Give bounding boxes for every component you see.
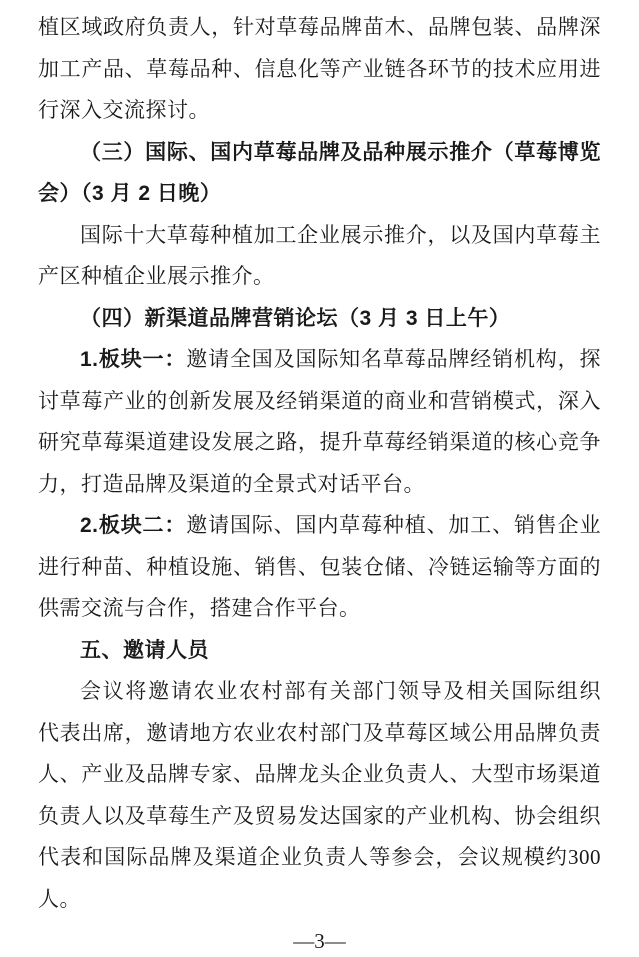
heading-line: 五、邀请人员: [80, 638, 209, 662]
heading-line: （三）国际、国内草莓品牌及品种展示推介（草莓博览: [80, 140, 601, 164]
text-line: 负责人以及草莓生产及贸易发达国家的产业机构、协会组织: [38, 803, 601, 828]
text-line: 进行种苗、种植设施、销售、包装仓储、冷链运输等方面的: [38, 554, 601, 579]
paragraph-tech-exchange: [38, 7, 601, 132]
text-line: 研究草莓渠道建设发展之路，提升草莓经销渠道的核心竞争: [38, 430, 601, 454]
text-line: 人。: [38, 886, 81, 911]
block-2-text: 邀请国际、国内草莓种植、加工、销售企业: [186, 513, 601, 537]
paragraph-invitees: [38, 671, 601, 920]
heading-line: 会）（3 月 2 日晚）: [38, 182, 222, 205]
text-line: [38, 339, 601, 381]
heading-line: （四）新渠道品牌营销论坛（3 月 3 日上午）: [80, 306, 511, 330]
block-1-text: 邀请全国及国际知名草莓品牌经销机构，探: [186, 347, 601, 371]
text-line: 力，打造品牌及渠道的全景式对话平台。: [38, 471, 425, 496]
text-line: 植区域政府负责人，针对草莓品牌苗木、品牌包装、品牌深: [38, 15, 601, 39]
text-line: [38, 505, 601, 547]
text-line: 讨草莓产业的创新发展及经销渠道的商业和营销模式，深入: [38, 388, 601, 413]
page-number: —3—: [293, 929, 346, 953]
text-line: 国际十大草莓种植加工企业展示推介，以及国内草莓主: [80, 222, 601, 247]
paragraph-expo: [38, 215, 601, 298]
text-line: 产区种植企业展示推介。: [38, 264, 275, 288]
text-line: 供需交流与合作，搭建合作平台。: [38, 596, 361, 620]
text-line: 代表出席，邀请地方农业农村部门及草莓区域公用品牌负责: [38, 720, 601, 745]
text-line: 行深入交流探讨。: [38, 98, 210, 122]
paragraph-block-2: [38, 505, 601, 630]
paragraph-block-1: [38, 339, 601, 505]
text-line: 会议将邀请农业农村部有关部门领导及相关国际组织: [80, 679, 601, 703]
heading-section-4: [38, 298, 601, 340]
block-2-label: 2.板块二：: [80, 514, 187, 537]
heading-section-5: [38, 630, 601, 672]
heading-section-3: [38, 132, 601, 215]
text-line: 加工产品、草莓品种、信息化等产业链各环节的技术应用进: [38, 56, 601, 81]
block-1-label: 1.板块一：: [80, 348, 187, 371]
text-line: 代表和国际品牌及渠道企业负责人等参会，会议规模约300: [38, 845, 601, 869]
text-line: 人、产业及品牌专家、品牌龙头企业负责人、大型市场渠道: [38, 762, 601, 786]
